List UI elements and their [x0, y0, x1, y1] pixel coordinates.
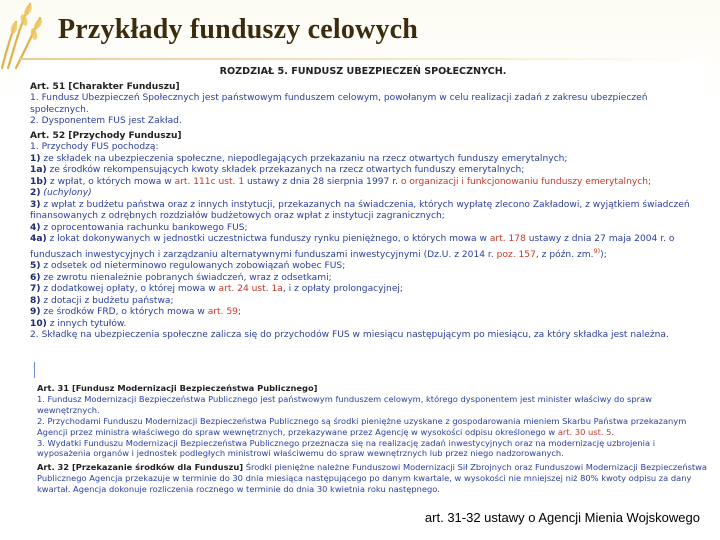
list-item	[30, 188, 696, 200]
article-32	[37, 462, 711, 495]
article-31-heading: Art. 31 [Fundusz Modernizacji Bezpieczeństwa Publicznego]	[37, 383, 318, 393]
item-number: 1a)	[30, 165, 47, 175]
article-31-paragraph-1: 1. Fundusz Modernizacji Bezpieczeństwa Publicznego jest państwowym funduszem celowym, którego dysponentem jest minister właściwy do spraw wewnętrznych.	[37, 393, 652, 415]
law-excerpt-fus	[24, 62, 702, 368]
item-text: ze środków rekompensujących kwoty składek przekazanych na rzecz otwartych funduszy emerytalnych;	[49, 165, 525, 175]
item-number: 9)	[30, 307, 41, 318]
item-number: 4a)	[30, 234, 47, 244]
title-divider	[20, 58, 710, 60]
item-text: z dotacji z budżetu państwa;	[43, 295, 174, 306]
item-number: 3)	[30, 199, 41, 210]
law-reference-link[interactable]: art. 111c ust. 1	[174, 176, 245, 187]
chapter-heading: ROZDZIAŁ 5. FUNDUSZ UBEZPIECZEŃ SPOŁECZNYCH.	[219, 66, 507, 77]
list-item	[30, 296, 696, 308]
item-number: 1)	[30, 153, 41, 164]
item-text: z wpłat, o których mowa w	[49, 176, 172, 187]
list-item	[30, 284, 696, 296]
law-reference-link[interactable]: art. 24 ust. 1a	[218, 284, 283, 295]
law-reference-link[interactable]: art. 178	[489, 234, 526, 244]
footnote-marker[interactable]: 9)	[593, 246, 601, 255]
law-reference-link[interactable]: poz. 157	[496, 249, 536, 260]
slide-caption: art. 31-32 ustawy o Agencji Mienia Wojskowego	[424, 510, 700, 525]
article-32-heading: Art. 32 [Przekazanie środków dla Funduszu]	[37, 462, 244, 473]
article-32-body: Środki pieniężne należne Funduszowi Modernizacji Sił Zbrojnych oraz Funduszowi Modernizacji Bezpieczeństwa Publicznego Agencja przekazuje w terminie do 30 dnia miesiąca następującego po danym kwartale, w wysokości nie mniejszej niż 80% kwoty odpisu za dany kwartał. Agencja dokonuje rozliczenia rocznego w terminie do dnia 30 kwietnia roku następnego.	[37, 462, 708, 495]
item-number: 7)	[30, 284, 41, 295]
item-text: ;	[237, 307, 242, 318]
item-number: 8)	[30, 295, 41, 306]
law-reference-link[interactable]: art. 59	[207, 307, 238, 318]
list-item	[30, 177, 696, 189]
item-number: 1b)	[30, 176, 47, 187]
law-reference-link[interactable]: art. 30 ust. 5	[557, 426, 612, 437]
list-item	[30, 261, 696, 273]
item-text: z wpłat z budżetu państwa oraz z innych instytucji, przekazanych na świadczenia, których wypłatę zlecono Zakładowi, z wyjątkiem świadczeń finansowanych z odrębnych rozdziałów budżetowych oraz wpłat z instytucji zagranicznych;	[30, 199, 690, 221]
item-number: 5)	[30, 261, 41, 272]
item-text: ze składek na ubezpieczenia społeczne, niepodlegających przekazaniu na rzecz otwartych funduszy emerytalnych;	[43, 153, 568, 164]
list-item	[30, 273, 696, 285]
article-52-paragraph-2: 2. Składkę na ubezpieczenia społeczne zalicza się do przychodów FUS w miesiącu następującym po miesiącu, za który składka jest należna.	[30, 330, 669, 341]
item-text: (uchylony)	[43, 188, 92, 198]
article-51-paragraph-1: 1. Fundusz Ubezpieczeń Społecznych jest państwowym funduszem celowym, powołanym w celu realizacji zadań z zakresu ubezpieczeń społecznych.	[30, 93, 648, 115]
item-text: z dodatkowej opłaty, o której mowa w	[43, 284, 216, 295]
selection-marker	[34, 362, 35, 378]
item-text: z odsetek od nieterminowo regulowanych zobowiązań wobec FUS;	[43, 261, 346, 272]
list-item	[30, 154, 696, 166]
item-text: ustawy z dnia 27 maja 2004 r. o funduszach inwestycyjnych i zarządzaniu alternatywnymi funduszami inwestycyjnymi (Dz.U. z 2014 r.	[30, 234, 675, 260]
article-51-heading: Art. 51 [Charakter Funduszu]	[30, 81, 180, 92]
list-item	[30, 223, 696, 235]
item-text: , i z opłaty prolongacyjnej;	[282, 284, 403, 295]
item-text: ze zwrotu nienależnie pobranych świadczeń, wraz z odsetkami;	[43, 272, 332, 283]
item-number: 2)	[30, 188, 41, 198]
list-item	[30, 307, 696, 319]
law-excerpt-fmbp	[33, 378, 715, 496]
item-number: 4)	[30, 222, 41, 233]
item-text: z innych tytułów.	[49, 318, 127, 329]
article-52-intro: 1. Przychody FUS pochodzą:	[30, 142, 159, 152]
article-31-paragraph-2	[37, 416, 711, 438]
slide-title: Przykłady funduszy celowych	[58, 14, 419, 45]
list-item	[30, 319, 696, 331]
item-text: );	[600, 249, 607, 260]
list-item	[30, 234, 696, 261]
law-reference-link[interactable]: o organizacji i funkcjonowaniu funduszy emerytalnych;	[400, 176, 652, 187]
item-text: , z późn. zm.	[535, 249, 594, 260]
item-number: 6)	[30, 272, 41, 283]
item-text: z lokat dokonywanych w jednostki uczestnictwa funduszy rynku pieniężnego, o których mowa w	[49, 234, 487, 244]
list-item	[30, 165, 696, 177]
list-item	[30, 200, 696, 223]
item-text: ze środków FRD, o których mowa w	[43, 307, 205, 318]
item-number: 10)	[30, 318, 47, 329]
item-text: ustawy z dnia 28 sierpnia 1997 r.	[247, 176, 398, 187]
article-31-paragraph-3: 3. Wydatki Funduszu Modernizacji Bezpieczeństwa Publicznego przeznacza się na realizację zadań inwestycyjnych oraz na modernizację uzbrojenia i wyposażenia organów i jednostek podległych ministrowi właściwemu do spraw wewnętrznych lub przez niego nadzorowanych.	[37, 437, 655, 459]
paragraph-text: .	[611, 426, 615, 437]
paragraph-text: 2. Przychodami Funduszu Modernizacji Bezpieczeństwa Publicznego są środki pieniężne uzyskane z gospodarowania mieniem Skarbu Państwa przekazanym Agencji przez ministra właściwego do spraw wewnętrznych, przekazywane przez Agencję w wysokości odpisu określonego w	[37, 415, 687, 437]
article-51-paragraph-2: 2. Dysponentem FUS jest Zakład.	[30, 116, 182, 126]
item-text: z oprocentowania rachunku bankowego FUS;	[43, 222, 248, 233]
article-52-heading: Art. 52 [Przychody Funduszu]	[30, 130, 182, 141]
